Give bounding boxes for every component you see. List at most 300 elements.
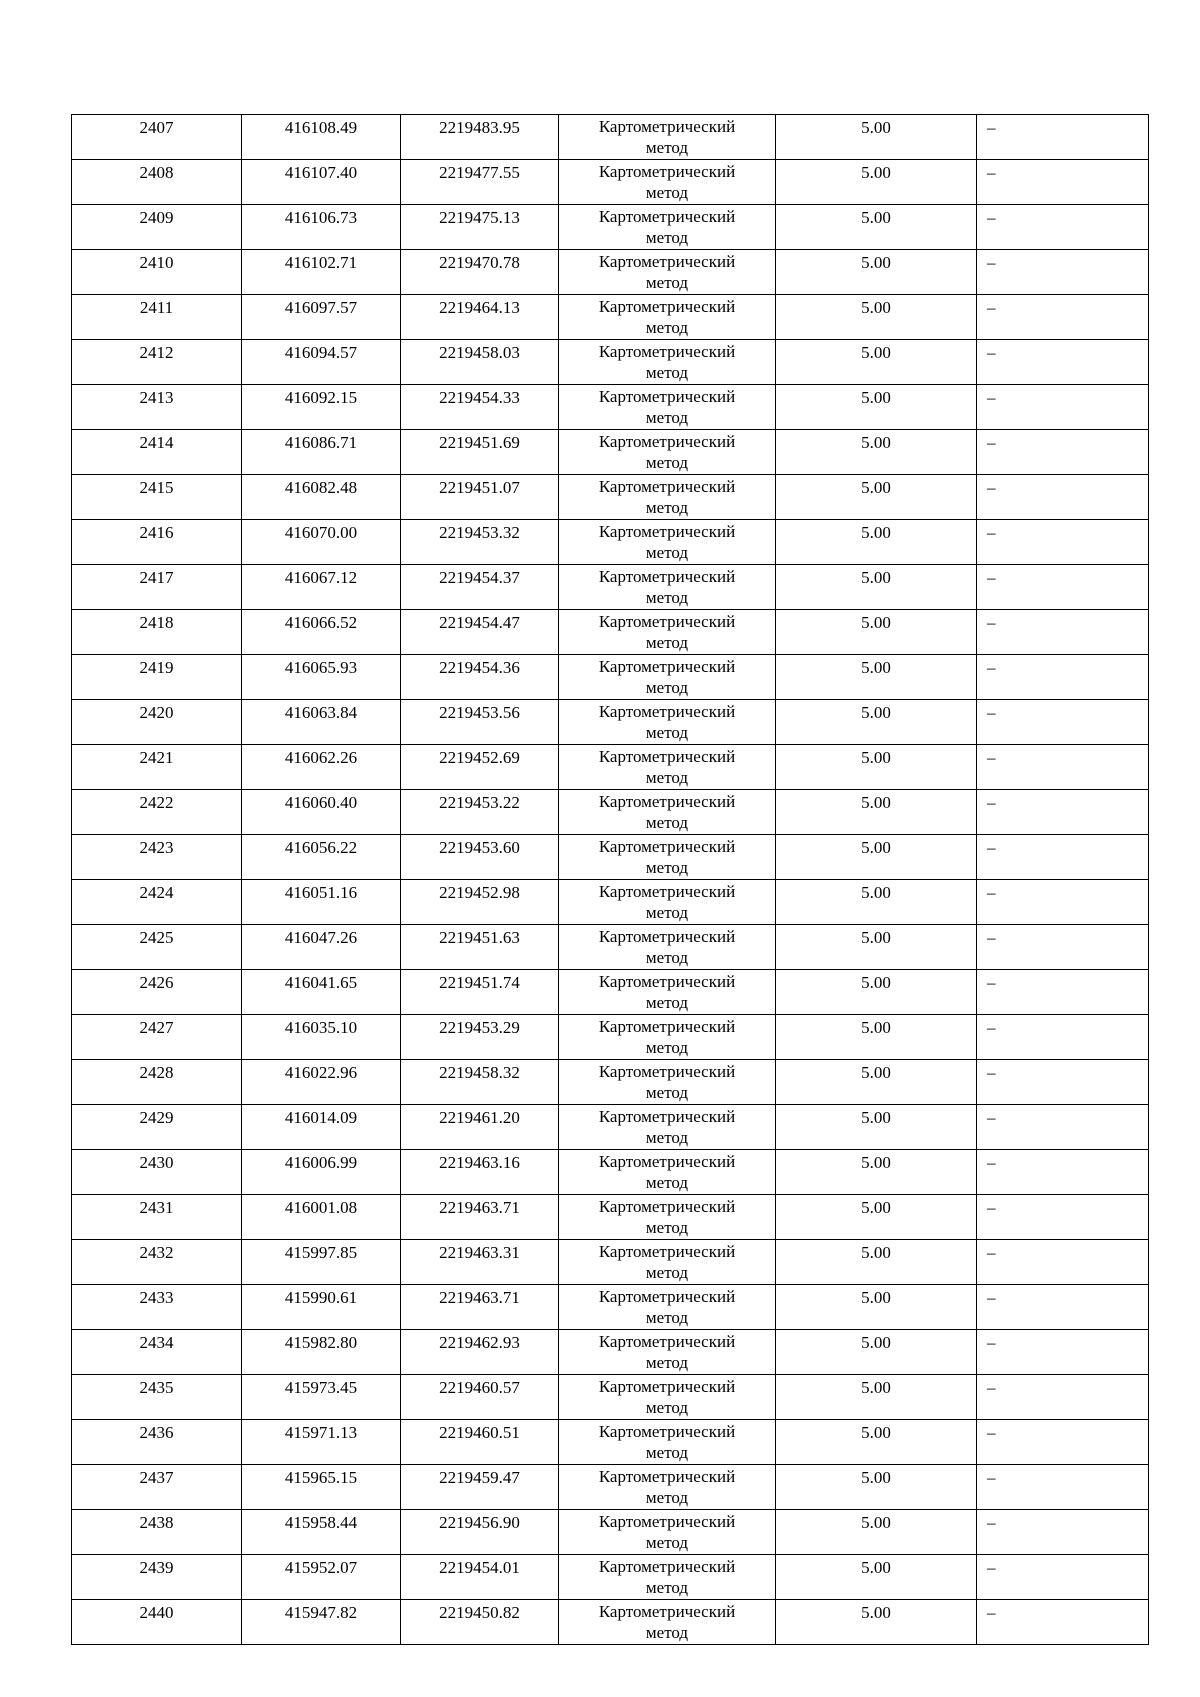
method-cell bbox=[559, 610, 776, 655]
point-number-cell: 2420 bbox=[72, 700, 242, 745]
x-coordinate-cell: 416051.16 bbox=[242, 880, 401, 925]
method-cell bbox=[559, 1150, 776, 1195]
x-coordinate-cell: 415971.13 bbox=[242, 1420, 401, 1465]
method-line: метод bbox=[645, 633, 689, 652]
method-cell bbox=[559, 340, 776, 385]
method-line: Картометрический bbox=[598, 1197, 736, 1216]
y-coordinate-cell: 2219453.22 bbox=[401, 790, 559, 835]
method-line: метод bbox=[645, 138, 689, 157]
table-row bbox=[72, 745, 1149, 790]
method-line: Картометрический bbox=[598, 252, 736, 271]
method-line: Картометрический bbox=[598, 342, 736, 361]
y-coordinate-cell: 2219463.71 bbox=[401, 1195, 559, 1240]
table-row bbox=[72, 970, 1149, 1015]
coordinates-table-body bbox=[72, 115, 1149, 1645]
y-coordinate-cell: 2219477.55 bbox=[401, 160, 559, 205]
point-number-cell: 2408 bbox=[72, 160, 242, 205]
description-cell: – bbox=[977, 1510, 1149, 1555]
table-row bbox=[72, 1510, 1149, 1555]
method-line: Картометрический bbox=[598, 702, 736, 721]
accuracy-cell: 5.00 bbox=[776, 1330, 977, 1375]
coordinates-table bbox=[71, 114, 1149, 1645]
method-line: метод bbox=[645, 318, 689, 337]
method-cell bbox=[559, 1240, 776, 1285]
description-cell: – bbox=[977, 700, 1149, 745]
method-cell bbox=[559, 520, 776, 565]
accuracy-cell: 5.00 bbox=[776, 1420, 977, 1465]
description-cell: – bbox=[977, 1555, 1149, 1600]
description-cell: – bbox=[977, 1150, 1149, 1195]
description-cell: – bbox=[977, 790, 1149, 835]
point-number-cell: 2433 bbox=[72, 1285, 242, 1330]
method-line: метод bbox=[645, 228, 689, 247]
method-line: Картометрический bbox=[598, 1557, 736, 1576]
x-coordinate-cell: 416047.26 bbox=[242, 925, 401, 970]
point-number-cell: 2407 bbox=[72, 115, 242, 160]
accuracy-cell: 5.00 bbox=[776, 1060, 977, 1105]
method-cell bbox=[559, 1375, 776, 1420]
method-line: метод bbox=[645, 723, 689, 742]
method-line: Картометрический bbox=[598, 1422, 736, 1441]
y-coordinate-cell: 2219459.47 bbox=[401, 1465, 559, 1510]
point-number-cell: 2410 bbox=[72, 250, 242, 295]
accuracy-cell: 5.00 bbox=[776, 970, 977, 1015]
method-cell bbox=[559, 1420, 776, 1465]
x-coordinate-cell: 416097.57 bbox=[242, 295, 401, 340]
method-cell bbox=[559, 745, 776, 790]
table-row bbox=[72, 160, 1149, 205]
x-coordinate-cell: 416056.22 bbox=[242, 835, 401, 880]
method-line: метод bbox=[645, 1218, 689, 1237]
description-cell: – bbox=[977, 745, 1149, 790]
point-number-cell: 2419 bbox=[72, 655, 242, 700]
method-line: метод bbox=[645, 1128, 689, 1147]
table-row bbox=[72, 520, 1149, 565]
description-cell: – bbox=[977, 1015, 1149, 1060]
method-line: метод bbox=[645, 1263, 689, 1282]
accuracy-cell: 5.00 bbox=[776, 205, 977, 250]
method-cell bbox=[559, 160, 776, 205]
table-row bbox=[72, 880, 1149, 925]
accuracy-cell: 5.00 bbox=[776, 385, 977, 430]
y-coordinate-cell: 2219460.57 bbox=[401, 1375, 559, 1420]
x-coordinate-cell: 415965.15 bbox=[242, 1465, 401, 1510]
accuracy-cell: 5.00 bbox=[776, 250, 977, 295]
table-row bbox=[72, 1060, 1149, 1105]
x-coordinate-cell: 416062.26 bbox=[242, 745, 401, 790]
method-cell bbox=[559, 1285, 776, 1330]
description-cell: – bbox=[977, 385, 1149, 430]
accuracy-cell: 5.00 bbox=[776, 340, 977, 385]
method-line: метод bbox=[645, 588, 689, 607]
point-number-cell: 2418 bbox=[72, 610, 242, 655]
table-row bbox=[72, 1420, 1149, 1465]
method-line: Картометрический bbox=[598, 1332, 736, 1351]
method-cell bbox=[559, 1510, 776, 1555]
description-cell: – bbox=[977, 835, 1149, 880]
accuracy-cell: 5.00 bbox=[776, 655, 977, 700]
point-number-cell: 2422 bbox=[72, 790, 242, 835]
method-line: Картометрический bbox=[598, 792, 736, 811]
x-coordinate-cell: 416094.57 bbox=[242, 340, 401, 385]
table-row bbox=[72, 610, 1149, 655]
y-coordinate-cell: 2219454.36 bbox=[401, 655, 559, 700]
x-coordinate-cell: 416001.08 bbox=[242, 1195, 401, 1240]
table-row bbox=[72, 655, 1149, 700]
accuracy-cell: 5.00 bbox=[776, 1465, 977, 1510]
x-coordinate-cell: 416106.73 bbox=[242, 205, 401, 250]
method-line: метод bbox=[645, 363, 689, 382]
method-cell bbox=[559, 475, 776, 520]
method-line: Картометрический bbox=[598, 657, 736, 676]
y-coordinate-cell: 2219454.01 bbox=[401, 1555, 559, 1600]
point-number-cell: 2439 bbox=[72, 1555, 242, 1600]
description-cell: – bbox=[977, 1285, 1149, 1330]
description-cell: – bbox=[977, 430, 1149, 475]
table-row bbox=[72, 205, 1149, 250]
method-line: Картометрический bbox=[598, 972, 736, 991]
method-line: Картометрический bbox=[598, 612, 736, 631]
method-cell bbox=[559, 925, 776, 970]
method-line: Картометрический bbox=[598, 387, 736, 406]
method-line: Картометрический bbox=[598, 1602, 736, 1621]
method-line: метод bbox=[645, 813, 689, 832]
accuracy-cell: 5.00 bbox=[776, 1150, 977, 1195]
table-row bbox=[72, 835, 1149, 880]
description-cell: – bbox=[977, 1600, 1149, 1645]
method-line: Картометрический bbox=[598, 1287, 736, 1306]
y-coordinate-cell: 2219458.03 bbox=[401, 340, 559, 385]
description-cell: – bbox=[977, 655, 1149, 700]
method-cell bbox=[559, 790, 776, 835]
description-cell: – bbox=[977, 205, 1149, 250]
method-line: Картометрический bbox=[598, 837, 736, 856]
y-coordinate-cell: 2219470.78 bbox=[401, 250, 559, 295]
x-coordinate-cell: 416066.52 bbox=[242, 610, 401, 655]
accuracy-cell: 5.00 bbox=[776, 1015, 977, 1060]
y-coordinate-cell: 2219460.51 bbox=[401, 1420, 559, 1465]
point-number-cell: 2432 bbox=[72, 1240, 242, 1285]
x-coordinate-cell: 415982.80 bbox=[242, 1330, 401, 1375]
method-line: Картометрический bbox=[598, 162, 736, 181]
method-line: Картометрический bbox=[598, 117, 736, 136]
table-row bbox=[72, 475, 1149, 520]
method-line: метод bbox=[645, 1578, 689, 1597]
description-cell: – bbox=[977, 475, 1149, 520]
description-cell: – bbox=[977, 1375, 1149, 1420]
x-coordinate-cell: 416107.40 bbox=[242, 160, 401, 205]
method-line: Картометрический bbox=[598, 1377, 736, 1396]
point-number-cell: 2431 bbox=[72, 1195, 242, 1240]
x-coordinate-cell: 415997.85 bbox=[242, 1240, 401, 1285]
x-coordinate-cell: 415947.82 bbox=[242, 1600, 401, 1645]
table-row bbox=[72, 1375, 1149, 1420]
point-number-cell: 2429 bbox=[72, 1105, 242, 1150]
method-line: метод bbox=[645, 543, 689, 562]
y-coordinate-cell: 2219453.32 bbox=[401, 520, 559, 565]
x-coordinate-cell: 416082.48 bbox=[242, 475, 401, 520]
x-coordinate-cell: 416092.15 bbox=[242, 385, 401, 430]
table-row bbox=[72, 1015, 1149, 1060]
accuracy-cell: 5.00 bbox=[776, 790, 977, 835]
method-cell bbox=[559, 205, 776, 250]
method-cell bbox=[559, 1600, 776, 1645]
y-coordinate-cell: 2219464.13 bbox=[401, 295, 559, 340]
point-number-cell: 2411 bbox=[72, 295, 242, 340]
y-coordinate-cell: 2219463.16 bbox=[401, 1150, 559, 1195]
x-coordinate-cell: 415973.45 bbox=[242, 1375, 401, 1420]
method-cell bbox=[559, 430, 776, 475]
accuracy-cell: 5.00 bbox=[776, 1240, 977, 1285]
method-line: метод bbox=[645, 903, 689, 922]
description-cell: – bbox=[977, 160, 1149, 205]
description-cell: – bbox=[977, 340, 1149, 385]
point-number-cell: 2427 bbox=[72, 1015, 242, 1060]
accuracy-cell: 5.00 bbox=[776, 925, 977, 970]
y-coordinate-cell: 2219458.32 bbox=[401, 1060, 559, 1105]
accuracy-cell: 5.00 bbox=[776, 295, 977, 340]
x-coordinate-cell: 416041.65 bbox=[242, 970, 401, 1015]
point-number-cell: 2434 bbox=[72, 1330, 242, 1375]
method-cell bbox=[559, 385, 776, 430]
description-cell: – bbox=[977, 520, 1149, 565]
description-cell: – bbox=[977, 1240, 1149, 1285]
method-line: метод bbox=[645, 1353, 689, 1372]
method-line: метод bbox=[645, 453, 689, 472]
x-coordinate-cell: 416065.93 bbox=[242, 655, 401, 700]
method-line: метод bbox=[645, 1173, 689, 1192]
method-cell bbox=[559, 565, 776, 610]
x-coordinate-cell: 415990.61 bbox=[242, 1285, 401, 1330]
point-number-cell: 2425 bbox=[72, 925, 242, 970]
accuracy-cell: 5.00 bbox=[776, 520, 977, 565]
x-coordinate-cell: 416006.99 bbox=[242, 1150, 401, 1195]
description-cell: – bbox=[977, 880, 1149, 925]
table-row bbox=[72, 1240, 1149, 1285]
x-coordinate-cell: 416022.96 bbox=[242, 1060, 401, 1105]
point-number-cell: 2424 bbox=[72, 880, 242, 925]
description-cell: – bbox=[977, 1465, 1149, 1510]
method-cell bbox=[559, 655, 776, 700]
method-cell bbox=[559, 1060, 776, 1105]
table-row bbox=[72, 1330, 1149, 1375]
method-line: Картометрический bbox=[598, 882, 736, 901]
method-line: метод bbox=[645, 1038, 689, 1057]
y-coordinate-cell: 2219461.20 bbox=[401, 1105, 559, 1150]
accuracy-cell: 5.00 bbox=[776, 1195, 977, 1240]
method-line: Картометрический bbox=[598, 1152, 736, 1171]
method-line: метод bbox=[645, 678, 689, 697]
method-line: метод bbox=[645, 858, 689, 877]
table-row bbox=[72, 340, 1149, 385]
description-cell: – bbox=[977, 1060, 1149, 1105]
x-coordinate-cell: 415958.44 bbox=[242, 1510, 401, 1555]
description-cell: – bbox=[977, 250, 1149, 295]
point-number-cell: 2430 bbox=[72, 1150, 242, 1195]
method-line: Картометрический bbox=[598, 1512, 736, 1531]
x-coordinate-cell: 416067.12 bbox=[242, 565, 401, 610]
accuracy-cell: 5.00 bbox=[776, 700, 977, 745]
y-coordinate-cell: 2219453.56 bbox=[401, 700, 559, 745]
accuracy-cell: 5.00 bbox=[776, 1375, 977, 1420]
accuracy-cell: 5.00 bbox=[776, 745, 977, 790]
table-row bbox=[72, 925, 1149, 970]
point-number-cell: 2436 bbox=[72, 1420, 242, 1465]
y-coordinate-cell: 2219475.13 bbox=[401, 205, 559, 250]
method-line: метод bbox=[645, 1083, 689, 1102]
y-coordinate-cell: 2219483.95 bbox=[401, 115, 559, 160]
method-line: Картометрический bbox=[598, 1467, 736, 1486]
table-row bbox=[72, 1150, 1149, 1195]
y-coordinate-cell: 2219451.07 bbox=[401, 475, 559, 520]
description-cell: – bbox=[977, 1330, 1149, 1375]
method-line: метод bbox=[645, 948, 689, 967]
method-cell bbox=[559, 1015, 776, 1060]
method-cell bbox=[559, 1330, 776, 1375]
method-cell bbox=[559, 1465, 776, 1510]
method-line: Картометрический bbox=[598, 747, 736, 766]
method-cell bbox=[559, 970, 776, 1015]
method-line: Картометрический bbox=[598, 1062, 736, 1081]
table-row bbox=[72, 295, 1149, 340]
description-cell: – bbox=[977, 295, 1149, 340]
method-line: метод bbox=[645, 1443, 689, 1462]
method-line: метод bbox=[645, 498, 689, 517]
accuracy-cell: 5.00 bbox=[776, 1285, 977, 1330]
y-coordinate-cell: 2219451.69 bbox=[401, 430, 559, 475]
method-line: Картометрический bbox=[598, 297, 736, 316]
point-number-cell: 2426 bbox=[72, 970, 242, 1015]
method-cell bbox=[559, 1195, 776, 1240]
description-cell: – bbox=[977, 1105, 1149, 1150]
point-number-cell: 2438 bbox=[72, 1510, 242, 1555]
method-cell bbox=[559, 835, 776, 880]
method-line: Картометрический bbox=[598, 1017, 736, 1036]
method-cell bbox=[559, 1105, 776, 1150]
method-line: Картометрический bbox=[598, 1242, 736, 1261]
y-coordinate-cell: 2219451.74 bbox=[401, 970, 559, 1015]
method-line: метод bbox=[645, 273, 689, 292]
y-coordinate-cell: 2219451.63 bbox=[401, 925, 559, 970]
point-number-cell: 2414 bbox=[72, 430, 242, 475]
table-row bbox=[72, 790, 1149, 835]
accuracy-cell: 5.00 bbox=[776, 115, 977, 160]
method-cell bbox=[559, 700, 776, 745]
accuracy-cell: 5.00 bbox=[776, 1105, 977, 1150]
point-number-cell: 2435 bbox=[72, 1375, 242, 1420]
method-line: метод bbox=[645, 1533, 689, 1552]
accuracy-cell: 5.00 bbox=[776, 160, 977, 205]
table-row bbox=[72, 700, 1149, 745]
table-row bbox=[72, 250, 1149, 295]
method-cell bbox=[559, 250, 776, 295]
y-coordinate-cell: 2219454.37 bbox=[401, 565, 559, 610]
description-cell: – bbox=[977, 1195, 1149, 1240]
point-number-cell: 2423 bbox=[72, 835, 242, 880]
method-line: метод bbox=[645, 993, 689, 1012]
x-coordinate-cell: 416014.09 bbox=[242, 1105, 401, 1150]
method-cell bbox=[559, 295, 776, 340]
method-cell bbox=[559, 115, 776, 160]
y-coordinate-cell: 2219463.31 bbox=[401, 1240, 559, 1285]
accuracy-cell: 5.00 bbox=[776, 610, 977, 655]
method-line: Картометрический bbox=[598, 432, 736, 451]
accuracy-cell: 5.00 bbox=[776, 835, 977, 880]
y-coordinate-cell: 2219463.71 bbox=[401, 1285, 559, 1330]
method-line: метод bbox=[645, 1398, 689, 1417]
method-cell bbox=[559, 1555, 776, 1600]
description-cell: – bbox=[977, 1420, 1149, 1465]
x-coordinate-cell: 416102.71 bbox=[242, 250, 401, 295]
y-coordinate-cell: 2219450.82 bbox=[401, 1600, 559, 1645]
x-coordinate-cell: 416108.49 bbox=[242, 115, 401, 160]
table-row bbox=[72, 1105, 1149, 1150]
table-row bbox=[72, 1465, 1149, 1510]
point-number-cell: 2421 bbox=[72, 745, 242, 790]
method-line: Картометрический bbox=[598, 927, 736, 946]
method-line: Картометрический bbox=[598, 207, 736, 226]
x-coordinate-cell: 416070.00 bbox=[242, 520, 401, 565]
y-coordinate-cell: 2219452.98 bbox=[401, 880, 559, 925]
table-row bbox=[72, 1285, 1149, 1330]
method-line: метод bbox=[645, 183, 689, 202]
x-coordinate-cell: 416060.40 bbox=[242, 790, 401, 835]
point-number-cell: 2415 bbox=[72, 475, 242, 520]
method-cell bbox=[559, 880, 776, 925]
y-coordinate-cell: 2219462.93 bbox=[401, 1330, 559, 1375]
description-cell: – bbox=[977, 970, 1149, 1015]
accuracy-cell: 5.00 bbox=[776, 1555, 977, 1600]
y-coordinate-cell: 2219456.90 bbox=[401, 1510, 559, 1555]
point-number-cell: 2428 bbox=[72, 1060, 242, 1105]
table-row bbox=[72, 430, 1149, 475]
point-number-cell: 2412 bbox=[72, 340, 242, 385]
accuracy-cell: 5.00 bbox=[776, 565, 977, 610]
description-cell: – bbox=[977, 925, 1149, 970]
method-line: Картометрический bbox=[598, 522, 736, 541]
x-coordinate-cell: 415952.07 bbox=[242, 1555, 401, 1600]
x-coordinate-cell: 416035.10 bbox=[242, 1015, 401, 1060]
method-line: Картометрический bbox=[598, 477, 736, 496]
table-row bbox=[72, 1195, 1149, 1240]
method-line: метод bbox=[645, 768, 689, 787]
table-row bbox=[72, 1600, 1149, 1645]
table-row bbox=[72, 1555, 1149, 1600]
table-row bbox=[72, 115, 1149, 160]
method-line: Картометрический bbox=[598, 1107, 736, 1126]
method-line: метод bbox=[645, 1488, 689, 1507]
y-coordinate-cell: 2219453.29 bbox=[401, 1015, 559, 1060]
accuracy-cell: 5.00 bbox=[776, 430, 977, 475]
y-coordinate-cell: 2219454.47 bbox=[401, 610, 559, 655]
point-number-cell: 2413 bbox=[72, 385, 242, 430]
x-coordinate-cell: 416063.84 bbox=[242, 700, 401, 745]
description-cell: – bbox=[977, 610, 1149, 655]
table-row bbox=[72, 385, 1149, 430]
accuracy-cell: 5.00 bbox=[776, 1600, 977, 1645]
point-number-cell: 2409 bbox=[72, 205, 242, 250]
point-number-cell: 2417 bbox=[72, 565, 242, 610]
method-line: метод bbox=[645, 1623, 689, 1642]
description-cell: – bbox=[977, 565, 1149, 610]
method-line: метод bbox=[645, 408, 689, 427]
table-row bbox=[72, 565, 1149, 610]
accuracy-cell: 5.00 bbox=[776, 880, 977, 925]
accuracy-cell: 5.00 bbox=[776, 475, 977, 520]
description-cell: – bbox=[977, 115, 1149, 160]
point-number-cell: 2440 bbox=[72, 1600, 242, 1645]
x-coordinate-cell: 416086.71 bbox=[242, 430, 401, 475]
